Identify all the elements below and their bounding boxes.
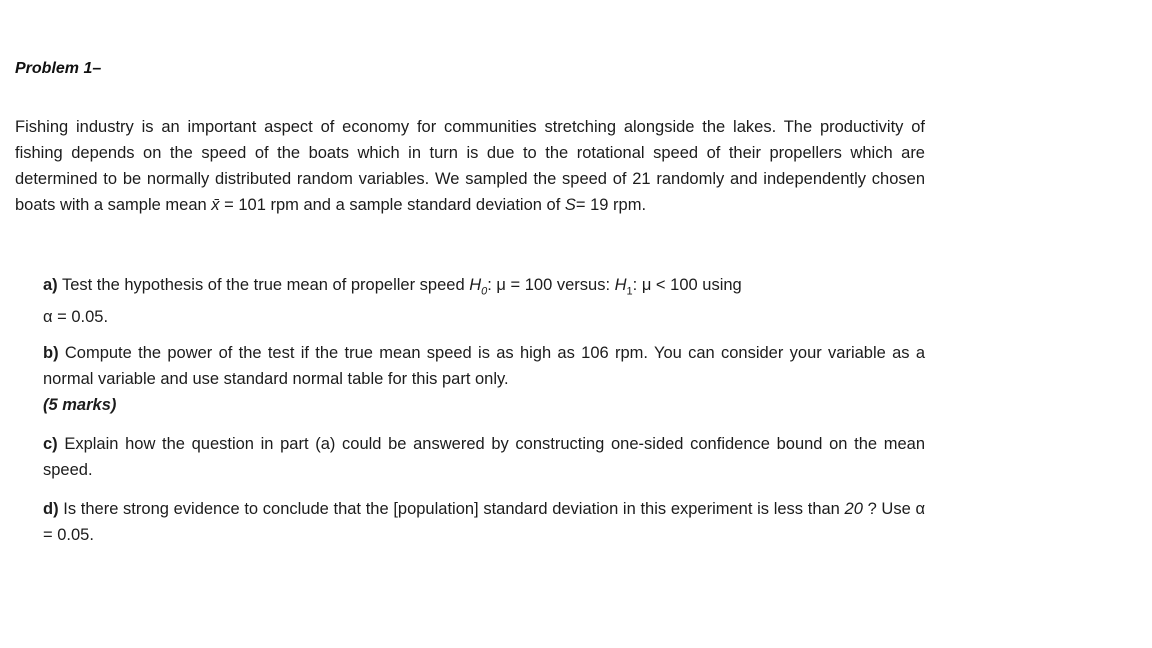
- question-d-value: 20: [844, 500, 863, 518]
- intro-text-1: Fishing industry is an important aspect of economy for communities stretching alongside the lakes. The productivity of fishing depends on the speed of the boats which in turn is due to the rotational speed of their propellers which are determined to be normally distributed random variables. We sampled the speed of 21 randomly and independently chosen boats with a sample mean: [15, 118, 925, 214]
- problem-heading: Problem 1–: [15, 60, 102, 77]
- question-d-label: d): [43, 500, 59, 518]
- problem-intro-paragraph: [15, 114, 925, 218]
- question-c-text: Explain how the question in part (a) could be answered by constructing one-sided confidence bound on the mean speed.: [43, 435, 925, 479]
- null-hypothesis-subscript: 0: [481, 285, 488, 298]
- question-c-label: c): [43, 435, 58, 453]
- intro-text-3: = 19 rpm.: [575, 196, 647, 214]
- alt-hypothesis-symbol: H: [614, 276, 627, 294]
- question-a: [43, 272, 925, 330]
- question-b-text: Compute the power of the test if the true mean speed is as high as 106 rpm. You can consider your variable as a normal variable and use standard normal table for this part only.: [43, 344, 925, 388]
- sample-mean-symbol: x̄: [211, 196, 220, 214]
- null-hypothesis-symbol: H: [469, 276, 482, 294]
- question-a-text-1: Test the hypothesis of the true mean of propeller speed: [57, 276, 470, 294]
- question-d: [43, 496, 925, 548]
- std-dev-symbol: S: [564, 196, 576, 214]
- question-b: [43, 340, 925, 418]
- question-a-text-3: : μ < 100 using: [632, 276, 742, 294]
- question-b-marks: (5 marks): [43, 396, 117, 414]
- alt-hypothesis-subscript: 1: [626, 285, 633, 298]
- intro-text-2: = 101 rpm and a sample standard deviation of: [219, 196, 565, 214]
- question-a-label: a): [43, 276, 58, 294]
- question-d-text-2: ? Use α = 0.05.: [43, 500, 925, 544]
- question-a-text-2: : μ = 100 versus:: [487, 276, 615, 294]
- question-c: [43, 431, 925, 483]
- question-d-text-1: Is there strong evidence to conclude that the [population] standard deviation in this experiment is less than: [58, 500, 845, 518]
- question-a-text-4: α = 0.05.: [43, 308, 109, 327]
- question-b-label: b): [43, 344, 59, 362]
